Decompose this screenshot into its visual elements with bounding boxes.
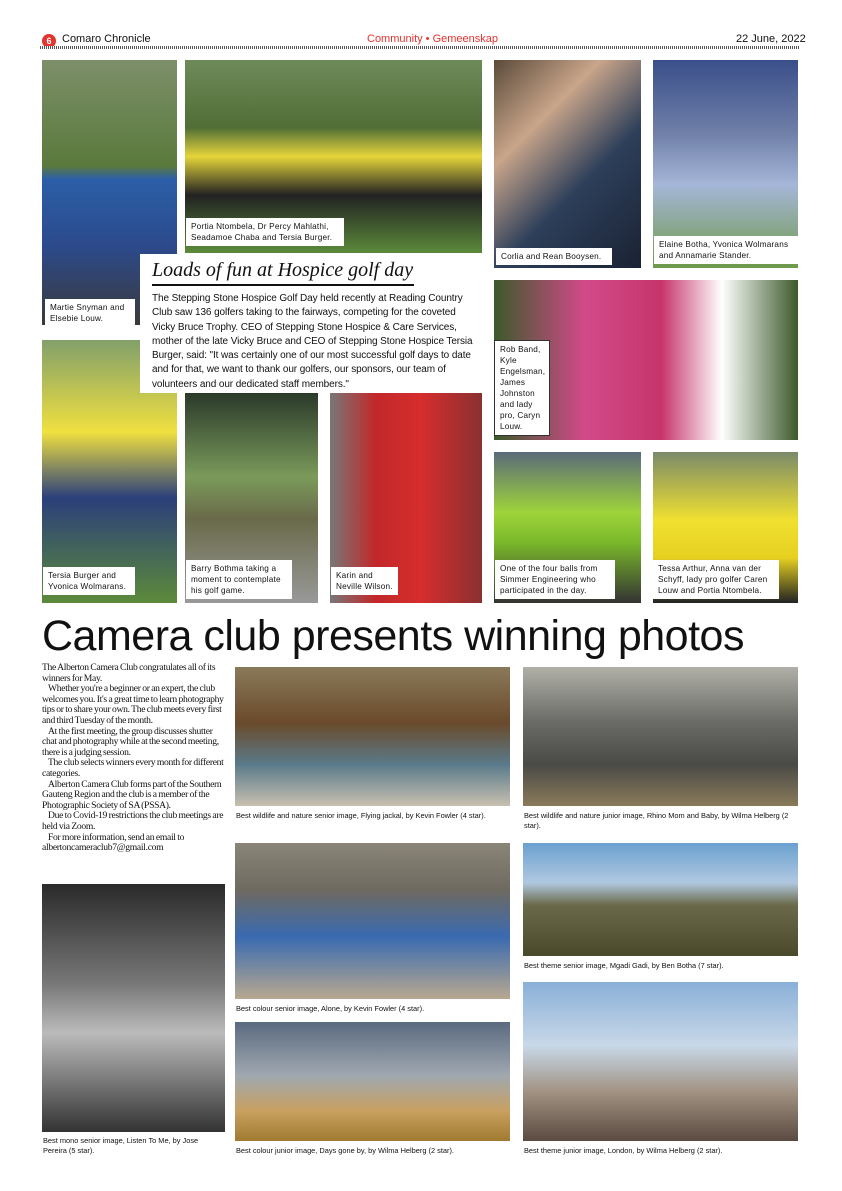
paragraph: Whether you're a beginner or an expert, the club welcomes you. It's a great time to learn photography tips or to share your own. The club meets every first and third Tuesday of the month.: [42, 683, 224, 726]
golf-article: [140, 254, 490, 393]
golf-body: The Stepping Stone Hospice Golf Day held recently at Reading Country Club saw 136 golfers taking to the fairways, competing for the coveted Vicky Bruce Trophy. CEO of Stepping Stone Hospice & Care Services, mother of the late Vicky Bruce and CEO of Stepping Stone Hospice Tersia Burger, said: "It was certainly one of our most successful golf days to date and for that, we want to thank our golfers, our sponsors, our team of volunteers and our dedicated staff members.": [152, 293, 473, 390]
photo-caption: Best wildlife and nature senior image, Flying jackal, by Kevin Fowler (4 star).: [236, 811, 486, 820]
photo-caption: Portia Ntombela, Dr Percy Mahlathi, Seadamoe Chaba and Tersia Burger.: [186, 218, 344, 246]
photo-caption: Tessa Arthur, Anna van der Schyff, lady pro golfer Caren Louw and Portia Ntombela.: [653, 560, 779, 599]
photo-caption: Corlia and Rean Booysen.: [496, 248, 612, 265]
winning-photo: [42, 884, 225, 1132]
camera-body: [42, 663, 228, 854]
photo-caption: Martie Snyman and Elsebie Louw.: [45, 299, 135, 327]
winning-photo: [523, 843, 798, 956]
header-rule: [40, 46, 800, 49]
photo-caption: Elaine Botha, Yvonica Wolmarans and Annamarie Stander.: [654, 236, 798, 264]
golf-headline: Loads of fun at Hospice golf day: [152, 257, 414, 286]
page-number-badge: 6: [42, 34, 56, 48]
photo-caption: Rob Band, Kyle Engelsman, James Johnston and lady pro, Caryn Louw.: [494, 340, 550, 436]
photo-caption: Best theme senior image, Mgadi Gadi, by Ben Botha (7 star).: [524, 961, 724, 970]
photo-caption: One of the four balls from Simmer Engineering who participated in the day.: [495, 560, 615, 599]
photo-caption: Best mono senior image, Listen To Me, by Jose Pereira (5 star).: [43, 1136, 199, 1155]
camera-headline: Camera club presents winning photos: [42, 612, 744, 660]
photo-caption: Best theme junior image, London, by Wilma Helberg (2 star).: [524, 1146, 723, 1155]
winning-photo: [235, 843, 510, 999]
section-label: Community • Gemeenskap: [367, 33, 499, 45]
photo-caption: Best colour junior image, Days gone by, by Wilma Helberg (2 star).: [236, 1146, 454, 1155]
golf-photo: [494, 60, 641, 268]
paragraph: For more information, send an email to albertoncameraclub7@gmail.com: [42, 831, 185, 854]
paragraph: The club selects winners every month for different categories.: [42, 757, 224, 779]
paragraph: The Alberton Camera Club congratulates all of its winners for May.: [42, 662, 216, 684]
photo-caption: Tersia Burger and Yvonica Wolmarans.: [43, 567, 135, 595]
winning-photo: [523, 982, 798, 1141]
winning-photo: [235, 667, 510, 806]
issue-date: 22 June, 2022: [736, 33, 806, 45]
winning-photo: [523, 667, 798, 806]
photo-caption: Best wildlife and nature junior image, Rhino Mom and Baby, by Wilma Helberg (2 star).: [524, 811, 789, 830]
paragraph: Alberton Camera Club forms part of the Southern Gauteng Region and the club is a member of the Photographic Society of SA (PSSA).: [42, 778, 222, 811]
winning-photo: [235, 1022, 510, 1141]
paragraph: Due to Covid-19 restrictions the club meetings are held via Zoom.: [42, 810, 224, 832]
paragraph: At the first meeting, the group discusses shutter chat and photography while at the second meeting, there is a judging session.: [42, 725, 219, 758]
photo-caption: Barry Bothma taking a moment to contemplate his golf game.: [186, 560, 292, 599]
photo-caption: Karin and Neville Wilson.: [331, 567, 398, 595]
photo-caption: Best colour senior image, Alone, by Kevin Fowler (4 star).: [236, 1004, 425, 1013]
publication-name: Comaro Chronicle: [62, 33, 151, 45]
